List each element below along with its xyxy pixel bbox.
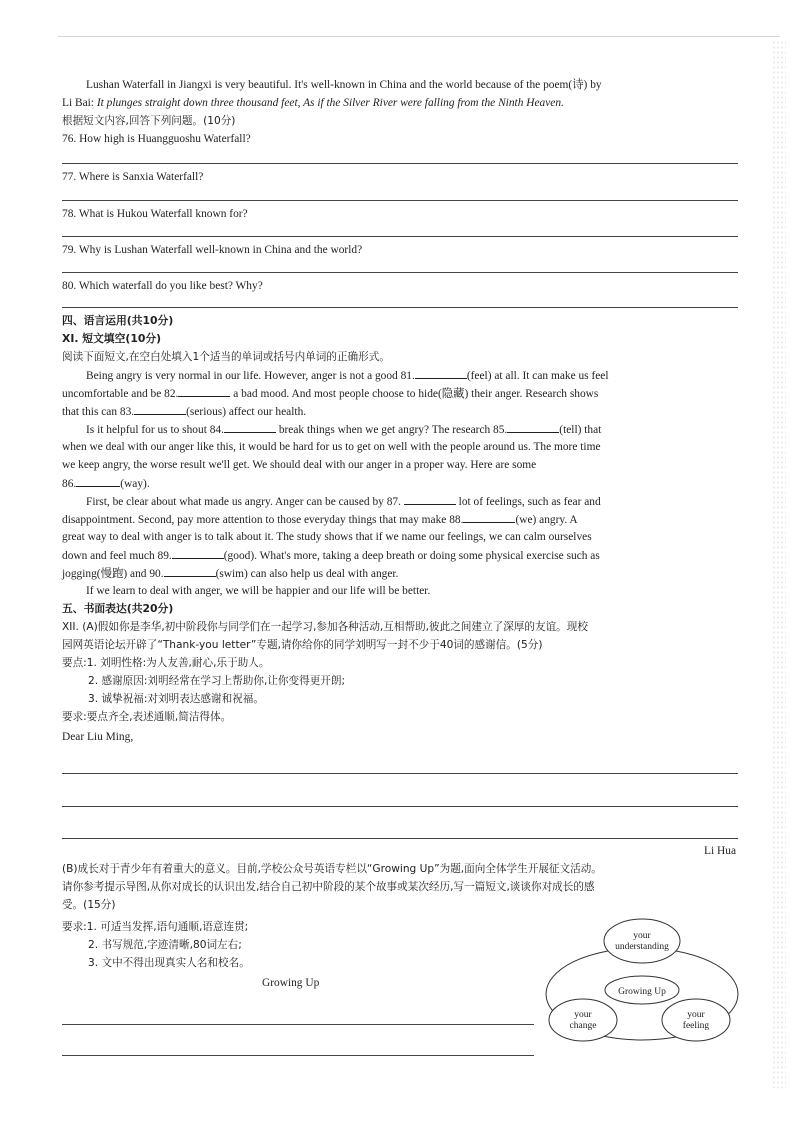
cloze-text: (swim) can also help us deal with anger. xyxy=(215,568,399,580)
task-a-point: 2. 感谢原因:刘明经常在学习上帮助你,让你变得更开朗; xyxy=(88,675,346,687)
cloze-text: down and feel much 89. xyxy=(62,550,172,562)
cloze-text: (feel) at all. It can make us feel xyxy=(466,370,609,382)
cloze-text: that this can 83. xyxy=(62,406,135,418)
salutation: Dear Liu Ming, xyxy=(62,731,134,743)
writing-line[interactable] xyxy=(62,838,738,839)
cloze-text: 86. xyxy=(62,478,77,490)
blank-90[interactable] xyxy=(164,566,216,577)
section-4-subtitle: XI. 短文填空(10分) xyxy=(62,332,162,345)
signature: Li Hua xyxy=(704,845,736,857)
blank-86[interactable] xyxy=(76,476,120,487)
cloze-line xyxy=(62,476,150,491)
cloze-line xyxy=(86,494,601,509)
node-understanding xyxy=(604,919,680,963)
cloze-line: If we learn to deal with anger, we will be happier and our life will be better. xyxy=(86,585,431,597)
task-a-point: 3. 诚挚祝福:对刘明表达感谢和祝福。 xyxy=(88,693,264,705)
cloze-line xyxy=(62,404,306,419)
blank-87[interactable] xyxy=(404,494,456,505)
passage-text: Li Bai: xyxy=(62,97,97,109)
blank-82[interactable] xyxy=(178,386,230,397)
cloze-text: Is it helpful for us to shout 84. xyxy=(86,424,224,436)
blank-83[interactable] xyxy=(134,404,186,415)
page-top-edge xyxy=(58,36,780,37)
cloze-text: (we) angry. A xyxy=(515,514,578,526)
cloze-line: great way to deal with anger is to talk about it. The study shows that if we name our feelings, we can calm ourselves xyxy=(62,531,592,543)
writing-line[interactable] xyxy=(62,1055,534,1056)
task-a-points: 要点:1. 刘明性格:为人友善,耐心,乐于助人。 xyxy=(62,657,270,669)
answer-line-79[interactable] xyxy=(62,272,738,273)
task-b-requirement: 3. 文中不得出现真实人名和校名。 xyxy=(88,957,250,969)
cloze-text: First, be clear about what made us angry. Anger can be caused by 87. xyxy=(86,496,401,508)
node-top-line2: understanding xyxy=(615,942,669,952)
question-76: 76. How high is Huangguoshu Waterfall? xyxy=(62,133,251,145)
poem-quote: It plunges straight down three thousand feet, As if the Silver River were falling from the Ninth Heaven. xyxy=(96,97,564,109)
node-left-line1: your xyxy=(574,1010,592,1020)
cloze-text: break things when we get angry? The research 85. xyxy=(278,424,508,436)
blank-81[interactable] xyxy=(415,368,467,379)
task-b-requirement: 2. 书写规范,字迹清晰,80词左右; xyxy=(88,939,242,951)
cloze-line xyxy=(62,548,600,563)
mind-map-drawing xyxy=(536,914,748,1048)
cloze-text: (way). xyxy=(120,478,150,490)
question-79: 79. Why is Lushan Waterfall well-known in China and the world? xyxy=(62,244,363,256)
task-b-line: 受。(15分) xyxy=(62,899,116,911)
cloze-line xyxy=(62,386,598,401)
passage-line xyxy=(62,96,564,110)
blank-88[interactable] xyxy=(463,512,515,523)
scan-noise xyxy=(772,40,786,1090)
writing-line[interactable] xyxy=(62,1024,534,1025)
question-77: 77. Where is Sanxia Waterfall? xyxy=(62,171,204,183)
cloze-text: (serious) affect our health. xyxy=(186,406,307,418)
passage-line: Lushan Waterfall in Jiangxi is very beautiful. It's well-known in China and the world because of the poem(诗) by xyxy=(86,79,602,91)
node-center-label: Growing Up xyxy=(618,987,666,997)
cloze-line: when we deal with our anger like this, it would be hard for us to get on well with the people around us. The more time xyxy=(62,441,601,453)
mind-map xyxy=(536,914,748,1048)
node-feeling xyxy=(662,999,730,1041)
cloze-text: (tell) that xyxy=(559,424,602,436)
cloze-line xyxy=(86,368,609,383)
task-a-line: 园网英语论坛开辟了“Thank-you letter”专题,请你给你的同学刘明写一封不少于40词的感谢信。(5分) xyxy=(62,639,543,651)
node-right-line2: feeling xyxy=(682,1021,710,1031)
cloze-line xyxy=(86,422,601,437)
writing-line[interactable] xyxy=(62,773,738,774)
task-b-requirement: 要求:1. 可适当发挥,语句通顺,语意连贯; xyxy=(62,921,249,933)
blank-89[interactable] xyxy=(172,548,224,559)
essay-title: Growing Up xyxy=(262,977,320,989)
answer-line-80[interactable] xyxy=(62,307,738,308)
task-a-requirement: 要求:要点齐全,表述通顺,简洁得体。 xyxy=(62,711,232,723)
cloze-text: (good). What's more, taking a deep breath or doing some physical exercise such as xyxy=(223,550,600,562)
section-4-instruction: 阅读下面短文,在空白处填入1个适当的单词或括号内单词的正确形式。 xyxy=(62,351,390,363)
task-b-line: (B)成长对于青少年有着重大的意义。目前,学校公众号英语专栏以“Growing Up”为题,面向全体学生开展征文活动。 xyxy=(62,863,602,875)
question-80: 80. Which waterfall do you like best? Why? xyxy=(62,280,263,292)
task-b-line: 请你参考提示导图,从你对成长的认识出发,结合自己初中阶段的某个故事或某次经历,写一篇短文,谈谈你对成长的感 xyxy=(62,881,595,893)
cloze-line: we keep angry, the worse result we'll get. We should deal with our anger in a proper way. Here are some xyxy=(62,459,537,471)
cloze-line xyxy=(62,512,578,527)
cloze-text: lot of feelings, such as fear and xyxy=(458,496,601,508)
node-left-line2: change xyxy=(569,1021,597,1031)
cloze-text: disappointment. Second, pay more attention to those everyday things that may make 88. xyxy=(62,514,464,526)
question-78: 78. What is Hukou Waterfall known for? xyxy=(62,208,248,220)
cloze-text: Being angry is very normal in our life. However, anger is not a good 81. xyxy=(86,370,415,382)
section-4-title: 四、语言运用(共10分) xyxy=(62,314,174,327)
instruction: 根据短文内容,回答下列问题。(10分) xyxy=(62,115,236,127)
blank-84[interactable] xyxy=(224,422,276,433)
writing-line[interactable] xyxy=(62,806,738,807)
node-right-line1: your xyxy=(687,1010,705,1020)
answer-line-78[interactable] xyxy=(62,236,738,237)
blank-85[interactable] xyxy=(507,422,559,433)
cloze-line xyxy=(62,566,398,581)
section-5-title: 五、书面表达(共20分) xyxy=(62,602,174,615)
node-change xyxy=(549,999,617,1041)
cloze-text: uncomfortable and be 82. xyxy=(62,388,179,400)
task-a-line: XII. (A)假如你是李华,初中阶段你与同学们在一起学习,参加各种活动,互相帮助,彼此之间建立了深厚的友谊。现校 xyxy=(62,621,588,633)
cloze-text: a bad mood. And most people choose to hide(隐藏) their anger. Research shows xyxy=(233,388,599,400)
answer-line-76[interactable] xyxy=(62,163,738,164)
cloze-text: jogging(慢跑) and 90. xyxy=(62,568,164,580)
node-top-line1: your xyxy=(633,931,651,941)
answer-line-77[interactable] xyxy=(62,200,738,201)
